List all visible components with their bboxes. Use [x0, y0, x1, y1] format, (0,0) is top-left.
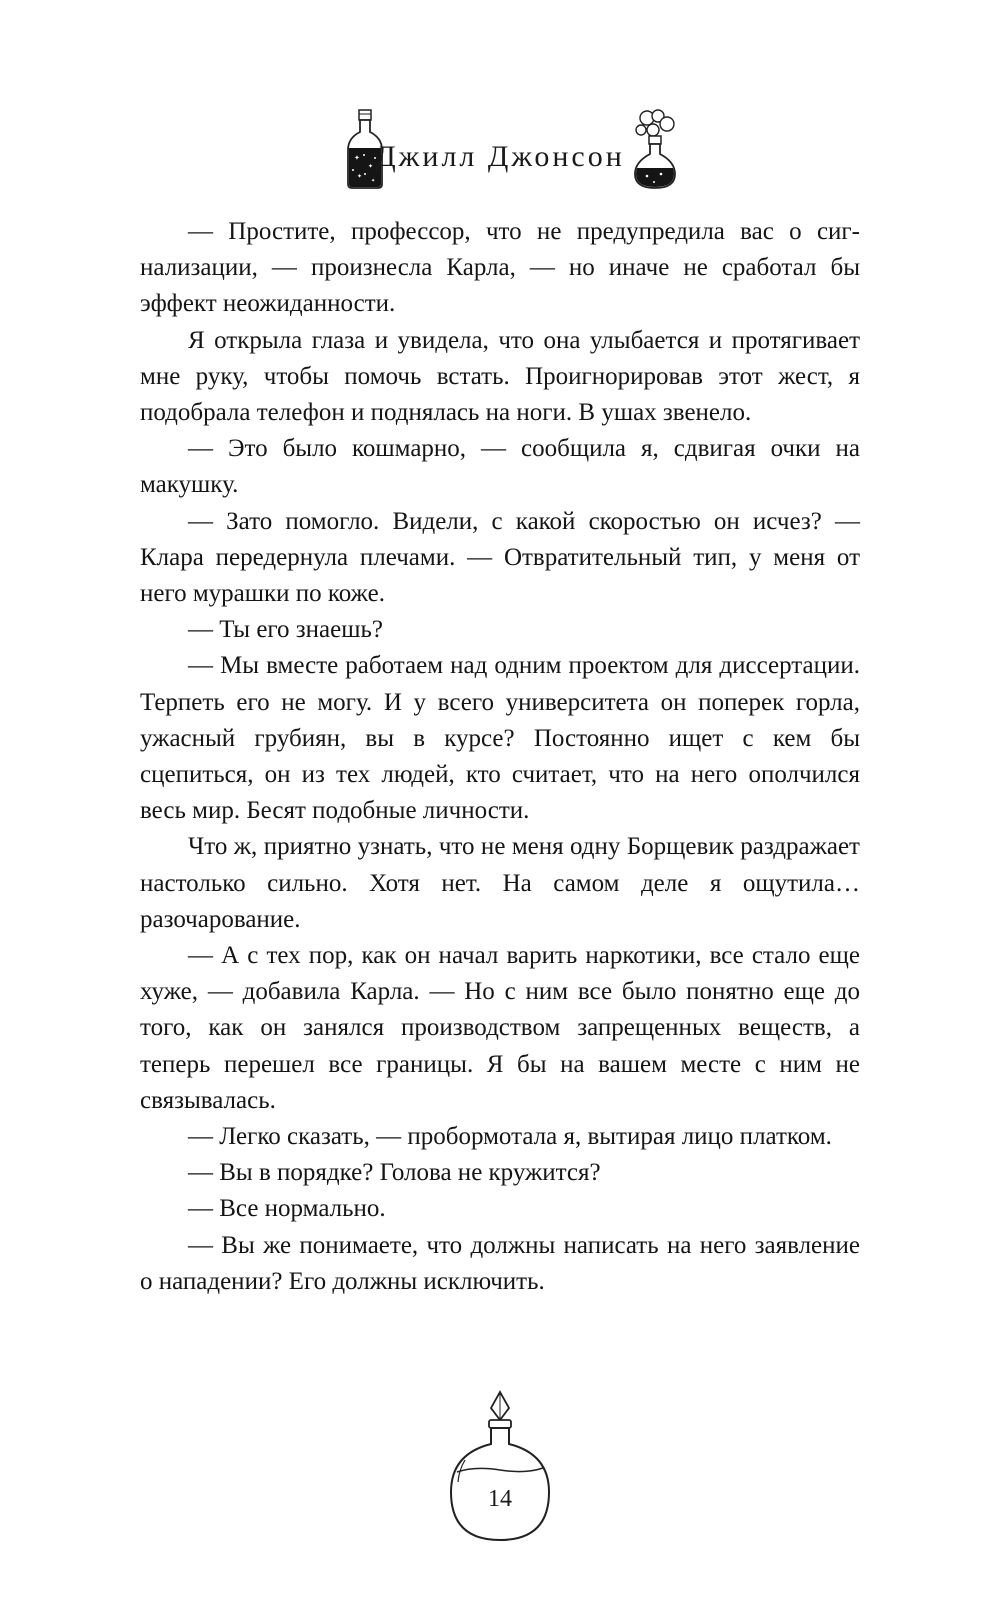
paragraph: — Вы в порядке? Голова не кружится? — [188, 1159, 601, 1187]
svg-text:✦: ✦ — [354, 154, 360, 162]
paragraph: — Все нормально. — [188, 1195, 386, 1223]
paragraph: — Вы же понимаете, что должны написать на него заявление о нападении? Его должны исключить. — [140, 1231, 860, 1295]
paragraph: — Ты его знаешь? — [188, 616, 383, 644]
svg-text:✦: ✦ — [368, 163, 374, 170]
paragraph: — А с тех пор, как он начал варить наркотики, все стало еще хуже, — добавила Карла. — Но с ним все было понятно еще до того, как он занялся производством запрещенных веществ, а теперь перешел все границы. Я бы на вашем месте с ним не связывалась. — [140, 942, 860, 1114]
paragraph: — Простите, профессор, что не предупредила вас о сигнализации, — произнесла Карла, — но иначе не сработал бы эффект неожиданности. — [140, 218, 860, 318]
paragraph: Что ж, приятно узнать, что не меня одну Борщевик раздражает настолько сильно. Хотя нет. На самом деле я ощутила… разочарование. — [140, 833, 860, 933]
svg-text:✦: ✦ — [371, 178, 376, 184]
paragraph: — Это было кошмарно, — сообщила я, сдвигая очки на макушку. — [140, 435, 860, 499]
paragraph: Я открыла глаза и увидела, что она улыбается и протягивает мне руку, чтобы помочь встать. Проигнорировав этот жест, я подобрала телефон и поднялась на ноги. В ушах звенело. — [140, 326, 860, 427]
paragraph: — Легко сказать, — пробормотала я, вытирая лицо платком. — [188, 1123, 832, 1151]
page-number-badge — [445, 1390, 555, 1545]
page-number: 14 — [488, 1486, 512, 1512]
body-text — [140, 214, 860, 1300]
paragraph: — Зато помогло. Видели, с какой скоростью он исчез? — Клара передернула плечами. — Отвратительный тип, у меня от него мурашки по коже. — [140, 507, 860, 608]
round-flask-page-icon — [445, 1390, 555, 1545]
author-name: Джилл Джонсон — [375, 140, 625, 173]
potion-flask-smoke-icon — [625, 108, 685, 190]
running-header — [0, 100, 1000, 190]
svg-text:✦: ✦ — [357, 173, 363, 180]
paragraph: — Мы вместе работаем над одним проектом для диссертации. Терпеть его не могу. И у всего университета он поперек горла, ужасный грубиян, вы в курсе? Постоянно ищет с кем бы сцепиться, он из тех людей, кто считает, что на него ополчился весь мир. Бесят подобные личности. — [140, 652, 860, 825]
